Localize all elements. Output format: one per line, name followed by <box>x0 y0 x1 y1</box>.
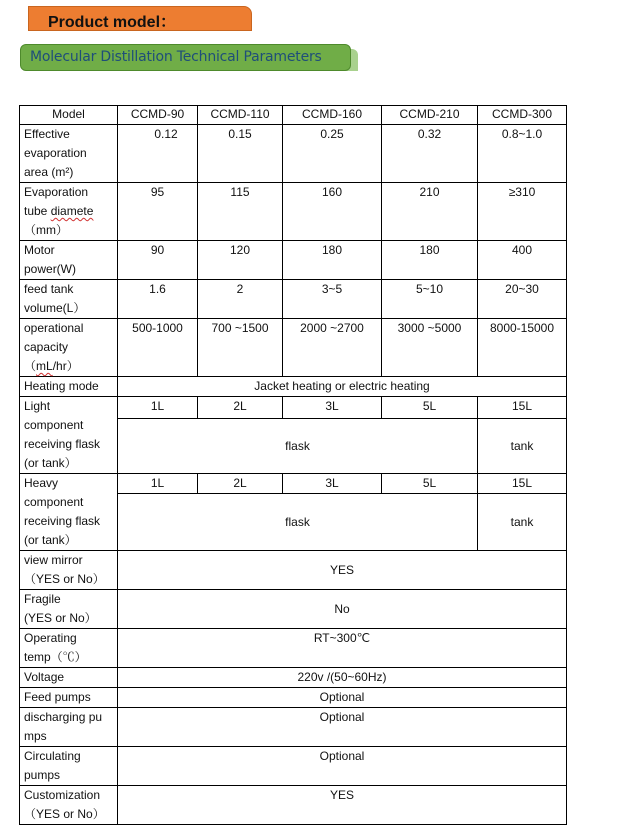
header-cell-model: Model <box>20 106 118 125</box>
label-line <box>24 202 114 221</box>
value-cell-flask: flask <box>118 494 478 551</box>
value-cell: 3~5 <box>283 280 382 319</box>
value-cell: 2L <box>198 474 283 494</box>
label-line: view mirror <box>24 553 83 567</box>
value-cell: 2L <box>198 397 283 419</box>
header-cell-ccmd-300: CCMD-300 <box>478 106 567 125</box>
value-cell: 15L <box>478 474 567 494</box>
table-row-heavy-component-volume <box>20 474 567 494</box>
table-row-customization <box>20 786 567 825</box>
header-cell-ccmd-160: CCMD-160 <box>283 106 382 125</box>
value-cell: YES <box>118 551 567 590</box>
label-line: operational <box>24 321 84 335</box>
label-line: receiving flask <box>24 437 101 451</box>
value-cell-flask: flask <box>118 419 478 474</box>
label-line: Circulating <box>24 749 81 763</box>
value-cell: 1.6 <box>118 280 198 319</box>
value-cell: 180 <box>283 241 382 280</box>
table-row-feed-tank-volume <box>20 280 567 319</box>
label-line: Light <box>24 399 51 413</box>
value-cell: YES <box>118 786 567 825</box>
label-line: discharging pu <box>24 710 103 724</box>
section-title: Molecular Distillation Technical Parameters <box>30 49 322 65</box>
product-model-banner <box>28 6 252 31</box>
value-cell: 180 <box>382 241 478 280</box>
value-cell: 3000 ~5000 <box>382 319 478 377</box>
value-cell: 5L <box>382 397 478 419</box>
label-line: （YES or No） <box>24 807 105 821</box>
label-line: Motor <box>24 243 55 257</box>
label-part: tube <box>24 204 51 218</box>
label-line: feed tank <box>24 282 74 296</box>
row-label <box>20 474 118 551</box>
value-cell: 20~30 <box>478 280 567 319</box>
row-label <box>20 183 118 241</box>
row-label <box>20 786 118 825</box>
label-part: /hr） <box>52 359 79 373</box>
label-line: （mm） <box>24 223 68 237</box>
value-cell: 95 <box>118 183 198 241</box>
value-cell: 2 <box>198 280 283 319</box>
row-label <box>20 125 118 183</box>
row-label <box>20 397 118 474</box>
value-cell: 8000-15000 <box>478 319 567 377</box>
label-line: Customization <box>24 788 101 802</box>
value-cell: 400 <box>478 241 567 280</box>
row-label <box>20 551 118 590</box>
value-cell: 115 <box>198 183 283 241</box>
label-line: capacity <box>24 340 69 354</box>
value-cell: Optional <box>118 708 567 747</box>
label-line: （YES or No） <box>24 572 105 586</box>
label-line: Fragile <box>24 592 61 606</box>
value-cell: 15L <box>478 397 567 419</box>
value-cell: No <box>118 590 567 629</box>
label-line: (YES or No） <box>24 611 97 625</box>
value-cell: 1L <box>118 474 198 494</box>
table-row-discharging-pumps <box>20 708 567 747</box>
value-cell: 120 <box>198 241 283 280</box>
value-cell: 5L <box>382 474 478 494</box>
label-line: area (m²) <box>24 165 74 179</box>
table-header-row <box>20 106 567 125</box>
header-cell-ccmd-90: CCMD-90 <box>118 106 198 125</box>
value-cell: 220v /(50~60Hz) <box>118 668 567 688</box>
table-row-light-component-volume <box>20 397 567 419</box>
value-cell: 2000 ~2700 <box>283 319 382 377</box>
value-cell: 210 <box>382 183 478 241</box>
label-part: （ <box>24 359 37 373</box>
value-cell: 0.32 <box>382 125 478 183</box>
label-line: (or tank） <box>24 533 77 547</box>
header-cell-ccmd-210: CCMD-210 <box>382 106 478 125</box>
label-line: temp（℃） <box>24 650 87 664</box>
row-label <box>20 280 118 319</box>
value-cell: 0.15 <box>198 125 283 183</box>
value-cell: 700 ~1500 <box>198 319 283 377</box>
value-cell: 1L <box>118 397 198 419</box>
product-model-label: Product model： <box>48 14 177 31</box>
value-cell: Jacket heating or electric heating <box>118 377 567 397</box>
value-cell: Optional <box>118 747 567 786</box>
label-line: volume(L） <box>24 301 86 315</box>
label-line: (or tank） <box>24 456 77 470</box>
value-cell: 5~10 <box>382 280 478 319</box>
value-cell: 160 <box>283 183 382 241</box>
row-label <box>20 708 118 747</box>
section-title-banner <box>20 44 351 71</box>
row-label <box>20 319 118 377</box>
value-cell-tank: tank <box>478 419 567 474</box>
label-line: Effective <box>24 127 70 141</box>
row-label: Feed pumps <box>20 688 118 708</box>
table-row-feed-pumps <box>20 688 567 708</box>
table-row-motor-power <box>20 241 567 280</box>
value-cell: 3L <box>283 474 382 494</box>
row-label <box>20 241 118 280</box>
spellcheck-underlined-word: diamete <box>50 204 94 218</box>
header-cell-ccmd-110: CCMD-110 <box>198 106 283 125</box>
label-line: pumps <box>24 768 61 782</box>
table-row-operational-capacity <box>20 319 567 377</box>
label-line: receiving flask <box>24 514 101 528</box>
value-cell: 0.25 <box>283 125 382 183</box>
label-line: component <box>24 418 84 432</box>
value-cell: RT~300℃ <box>118 629 567 668</box>
value-cell: 0.12 <box>118 125 198 183</box>
table-row-evaporation-area <box>20 125 567 183</box>
row-label: Voltage <box>20 668 118 688</box>
label-line: Operating <box>24 631 77 645</box>
label-line: evaporation <box>24 146 87 160</box>
table-row-view-mirror <box>20 551 567 590</box>
label-line: Heavy <box>24 476 59 490</box>
value-cell: 0.8~1.0 <box>478 125 567 183</box>
row-label <box>20 590 118 629</box>
value-cell: 500-1000 <box>118 319 198 377</box>
spellcheck-underlined-word: mL <box>36 359 53 373</box>
table-row-tube-diameter <box>20 183 567 241</box>
value-cell: 3L <box>283 397 382 419</box>
table-row-fragile <box>20 590 567 629</box>
table-row-circulating-pumps <box>20 747 567 786</box>
label-line: mps <box>24 729 47 743</box>
label-line: component <box>24 495 84 509</box>
label-line: power(W) <box>24 262 77 276</box>
technical-parameters-table <box>19 105 567 825</box>
value-cell: ≥310 <box>478 183 567 241</box>
row-label <box>20 747 118 786</box>
value-cell: 90 <box>118 241 198 280</box>
label-line <box>24 357 114 376</box>
row-label: Heating mode <box>20 377 118 397</box>
value-cell-tank: tank <box>478 494 567 551</box>
table-row-operating-temp <box>20 629 567 668</box>
row-label <box>20 629 118 668</box>
table-row-voltage <box>20 668 567 688</box>
value-cell: Optional <box>118 688 567 708</box>
table-row-heating-mode <box>20 377 567 397</box>
label-line: Evaporation <box>24 185 89 199</box>
